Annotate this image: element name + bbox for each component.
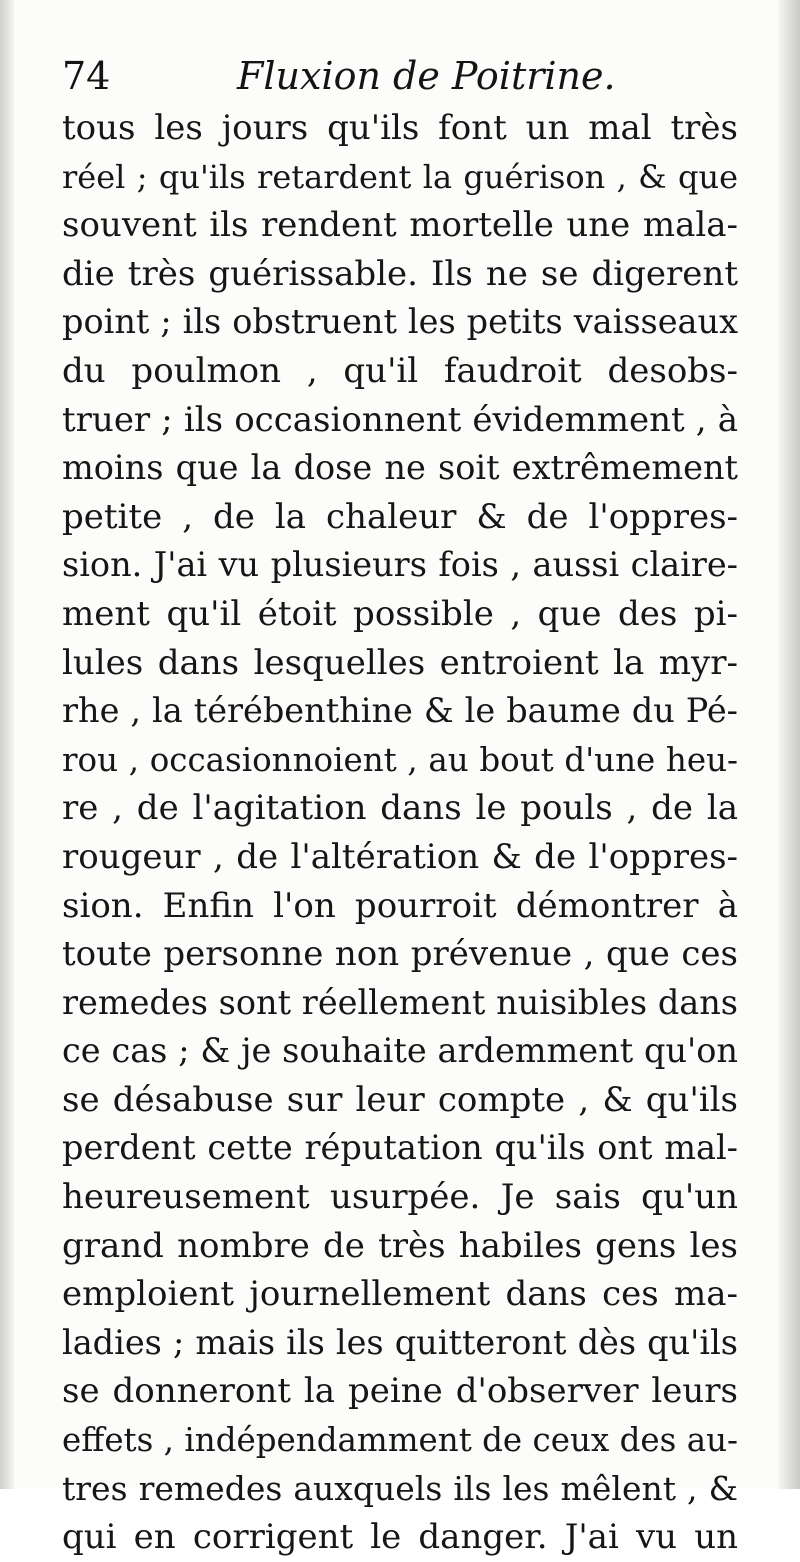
text-line: petite , de la chaleur & de l'oppres-	[62, 496, 738, 537]
text-line: sion. J'ai vu plusieurs fois , aussi claire-	[62, 545, 738, 585]
text-line: rou , occasionnoient , au bout d'une heu-	[62, 740, 738, 779]
text-line: souvent ils rendent mortelle une mala-	[62, 205, 738, 246]
text-line: ment qu'il étoit possible , que des pi-	[62, 593, 738, 634]
page-number: 74	[62, 54, 111, 98]
text-line: ladies ; mais ils les quitteront dès qu'ils	[62, 1322, 738, 1362]
text-line: truer ; ils occasionnent évidemment , à	[62, 399, 738, 440]
text-line: toute personne non prévenue , que ces	[62, 934, 738, 975]
text-line: perdent cette réputation qu'ils ont mal-	[62, 1128, 738, 1168]
text-line: sion. Enfin l'on pourroit démontrer à	[62, 885, 738, 926]
text-line: die très guérissable. Ils ne se digerent	[62, 253, 738, 294]
text-line: remedes sont réellement nuisibles dans	[62, 982, 738, 1022]
text-line: du poulmon , qu'il faudroit desobs-	[62, 350, 738, 391]
text-line: point ; ils obstruent les petits vaisseaux	[62, 302, 738, 342]
text-line: tous les jours qu'ils font un mal très	[62, 108, 738, 148]
text-line: qui en corrigent le danger. J'ai vu un	[62, 1517, 738, 1558]
text-line: rhe , la térébenthine & le baume du Pé-	[62, 691, 738, 731]
text-line: ce cas ; & je souhaite ardemment qu'on	[62, 1031, 738, 1071]
body-text	[62, 104, 738, 1562]
text-line: lules dans lesquelles entroient la myr-	[62, 642, 738, 683]
text-line: rougeur , de l'altération & de l'oppres-	[62, 836, 738, 877]
text-line: se donneront la peine d'observer leurs	[62, 1371, 738, 1412]
text-line: moins que la dose ne soit extrêmement	[62, 448, 738, 488]
text-line: se désabuse sur leur compte , & qu'ils	[62, 1079, 738, 1120]
text-line: tres remedes auxquels ils les mêlent , &	[62, 1468, 738, 1508]
page-edge-right	[778, 0, 800, 1489]
text-line: réel ; qu'ils retardent la guérison , & que	[62, 157, 738, 196]
text-line: grand nombre de très habiles gens les	[62, 1225, 738, 1266]
running-title: Fluxion de Poitrine.	[237, 54, 616, 98]
text-line: heureusement usurpée. Je sais qu'un	[62, 1177, 738, 1218]
text-line: emploient journellement dans ces ma-	[62, 1274, 738, 1315]
text-line: effets , indépendamment de ceux des au-	[62, 1421, 738, 1460]
page-header	[62, 46, 742, 106]
page-edge-left	[0, 0, 14, 1489]
text-line: re , de l'agitation dans le pouls , de la	[62, 788, 738, 829]
